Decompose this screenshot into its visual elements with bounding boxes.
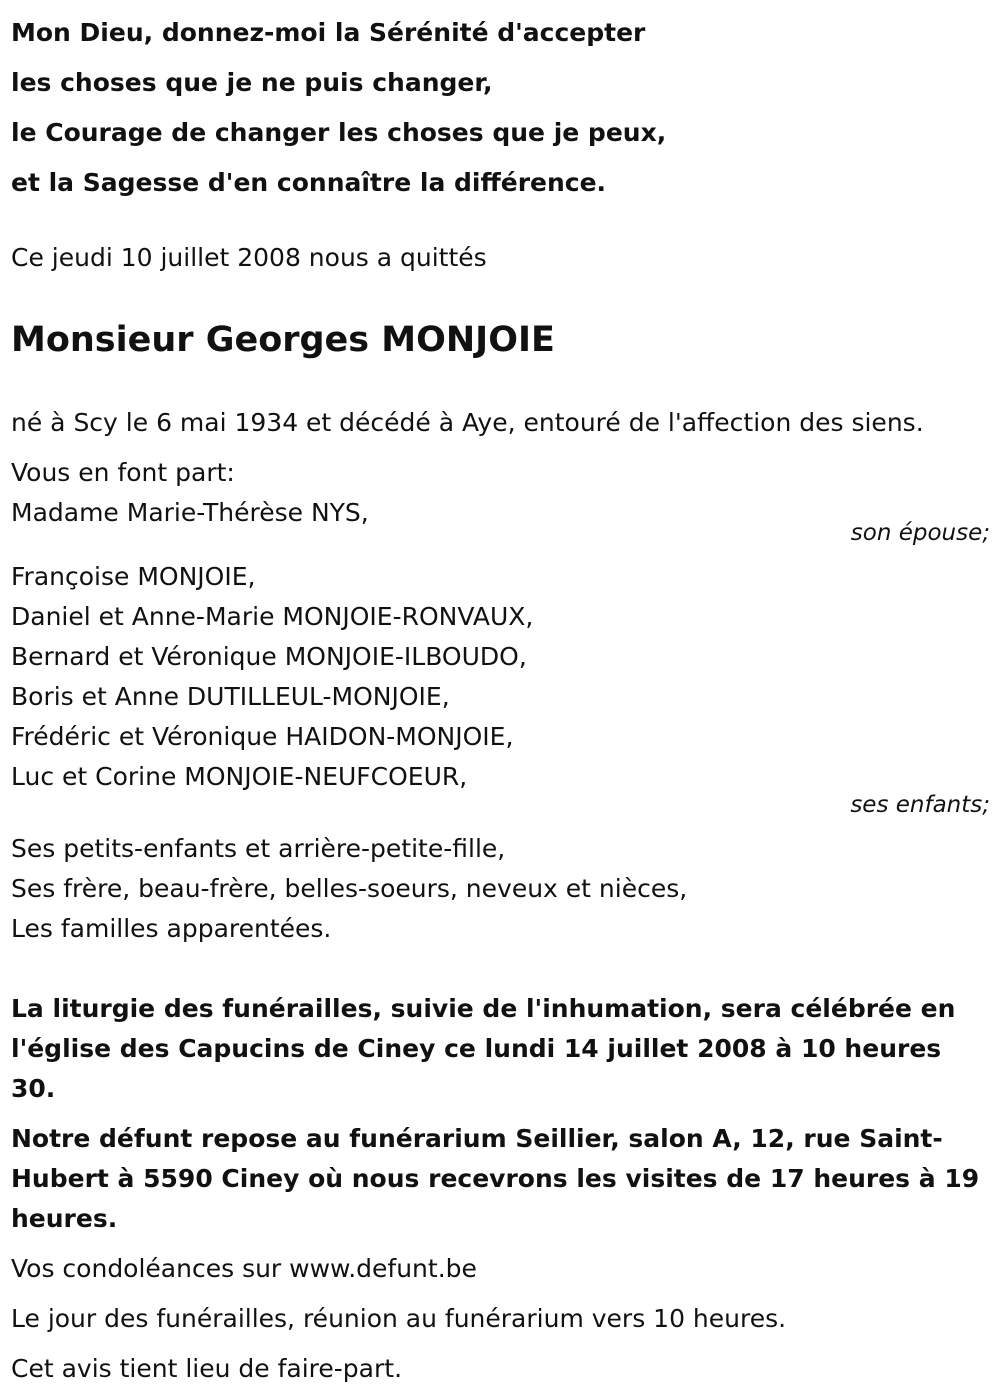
liturgy-info xyxy=(11,989,990,1109)
birth-death-details: né à Scy le 6 mai 1934 et décédé à Aye, entouré de l'affection des siens. xyxy=(11,408,924,437)
children-list xyxy=(11,557,990,797)
death-announcement: Ce jeudi 10 juillet 2008 nous a quittés xyxy=(11,243,487,272)
extended-family xyxy=(11,829,990,949)
serenity-prayer xyxy=(11,0,990,208)
deceased-name: Monsieur Georges MONJOIE xyxy=(11,320,555,360)
child-entry: Boris et Anne DUTILLEUL-MONJOIE, xyxy=(11,682,450,711)
child-entry: Françoise MONJOIE, xyxy=(11,562,256,591)
child-entry: Daniel et Anne-Marie MONJOIE-RONVAUX, xyxy=(11,602,534,631)
condolences-line: Vos condoléances sur www.defunt.be xyxy=(11,1254,477,1283)
family-entry: Ses frère, beau-frère, belles-soeurs, neveux et nièces, xyxy=(11,874,688,903)
repose-line: Notre défunt repose au funérarium Seillier, salon A, 12, rue Saint- xyxy=(11,1124,943,1153)
child-entry: Frédéric et Véronique HAIDON-MONJOIE, xyxy=(11,722,514,751)
closing-line: Cet avis tient lieu de faire-part. xyxy=(11,1354,403,1383)
announce-line: Vous en font part: xyxy=(11,458,235,487)
children-role: ses enfants; xyxy=(850,792,990,818)
meeting-line: Le jour des funérailles, réunion au funérarium vers 10 heures. xyxy=(11,1304,787,1333)
child-entry: Luc et Corine MONJOIE-NEUFCOEUR, xyxy=(11,762,468,791)
family-entry: Ses petits-enfants et arrière-petite-fille, xyxy=(11,834,506,863)
spouse-role: son épouse; xyxy=(850,520,990,546)
spouse-name: Madame Marie-Thérèse NYS, xyxy=(11,498,369,527)
prayer-line: Mon Dieu, donnez-moi la Sérénité d'accepter xyxy=(11,18,646,47)
liturgy-line: l'église des Capucins de Ciney ce lundi 14 juillet 2008 à 10 heures 30. xyxy=(11,1034,942,1103)
prayer-line: les choses que je ne puis changer, xyxy=(11,68,493,97)
repose-line: heures. xyxy=(11,1204,118,1233)
repose-info xyxy=(11,1119,990,1239)
liturgy-line: La liturgie des funérailles, suivie de l'inhumation, sera célébrée en xyxy=(11,994,956,1023)
prayer-line: le Courage de changer les choses que je peux, xyxy=(11,118,667,147)
repose-line: Hubert à 5590 Ciney où nous recevrons les visites de 17 heures à 19 xyxy=(11,1164,980,1193)
child-entry: Bernard et Véronique MONJOIE-ILBOUDO, xyxy=(11,642,527,671)
prayer-line: et la Sagesse d'en connaître la différence. xyxy=(11,168,607,197)
family-entry: Les familles apparentées. xyxy=(11,914,332,943)
